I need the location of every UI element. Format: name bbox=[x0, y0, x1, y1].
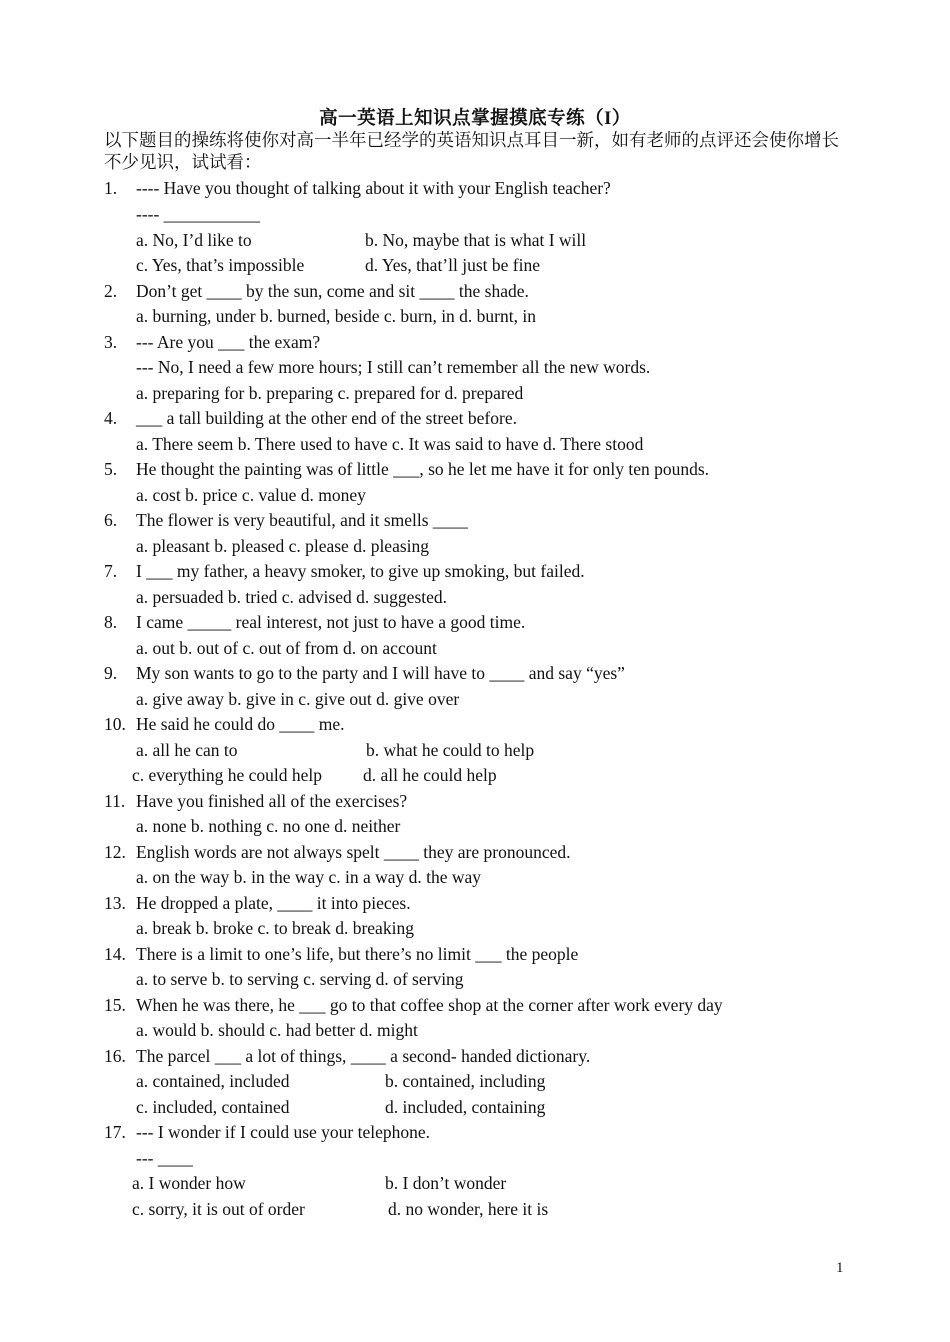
options-line: a. preparing for b. preparing c. prepared for d. prepared bbox=[136, 383, 524, 403]
options-line: a. break b. broke c. to break d. breaking bbox=[136, 918, 414, 938]
question-text: I came _____ real interest, not just to have a good time. bbox=[136, 612, 526, 632]
question-text: My son wants to go to the party and I will have to ____ and say “yes” bbox=[136, 663, 625, 683]
question-text: He said he could do ____ me. bbox=[136, 714, 345, 734]
question-number: 11. bbox=[104, 791, 126, 811]
option: a. all he can to bbox=[136, 740, 238, 760]
option: c. Yes, that’s impossible bbox=[136, 255, 305, 275]
question-number: 2. bbox=[104, 281, 118, 301]
option: d. included, containing bbox=[385, 1097, 546, 1117]
question-number: 10. bbox=[104, 714, 126, 734]
option: c. included, contained bbox=[136, 1097, 290, 1117]
question-text: --- No, I need a few more hours; I still can’t remember all the new words. bbox=[136, 357, 651, 377]
option: b. I don’t wonder bbox=[385, 1173, 507, 1193]
question-number: 4. bbox=[104, 408, 118, 428]
option: b. what he could to help bbox=[366, 740, 535, 760]
question-text: When he was there, he ___ go to that coffee shop at the corner after work every day bbox=[136, 995, 723, 1015]
question-number: 7. bbox=[104, 561, 118, 581]
options-line: a. burning, under b. burned, beside c. burn, in d. burnt, in bbox=[136, 306, 536, 326]
options-line: a. give away b. give in c. give out d. give over bbox=[136, 689, 460, 709]
options-line: a. none b. nothing c. no one d. neither bbox=[136, 816, 401, 836]
page-number: 1 bbox=[836, 1260, 844, 1276]
options-line: a. to serve b. to serving c. serving d. of serving bbox=[136, 969, 464, 989]
options-line: a. would b. should c. had better d. might bbox=[136, 1020, 418, 1040]
options-line: a. cost b. price c. value d. money bbox=[136, 485, 366, 505]
question-number: 5. bbox=[104, 459, 118, 479]
options-line: a. persuaded b. tried c. advised d. suggested. bbox=[136, 587, 448, 607]
question-text: ---- ___________ bbox=[136, 204, 260, 224]
option: c. sorry, it is out of order bbox=[132, 1199, 305, 1219]
question-number: 14. bbox=[104, 944, 126, 964]
option: c. everything he could help bbox=[132, 765, 323, 785]
option: a. contained, included bbox=[136, 1071, 290, 1091]
question-text: ___ a tall building at the other end of the street before. bbox=[136, 408, 517, 428]
question-number: 9. bbox=[104, 663, 118, 683]
option: a. I wonder how bbox=[132, 1173, 246, 1193]
option: d. Yes, that’ll just be fine bbox=[365, 255, 540, 275]
options-line: a. pleasant b. pleased c. please d. pleasing bbox=[136, 536, 430, 556]
question-number: 15. bbox=[104, 995, 126, 1015]
question-text: Have you finished all of the exercises? bbox=[136, 791, 408, 811]
question-text: English words are not always spelt ____ they are pronounced. bbox=[136, 842, 571, 862]
option: d. all he could help bbox=[363, 765, 497, 785]
question-text: --- Are you ___ the exam? bbox=[136, 332, 321, 352]
options-line: a. out b. out of c. out of from d. on account bbox=[136, 638, 437, 658]
question-number: 13. bbox=[104, 893, 126, 913]
question-text: ---- Have you thought of talking about it with your English teacher? bbox=[136, 178, 611, 198]
question-number: 8. bbox=[104, 612, 118, 632]
question-text: He thought the painting was of little ___, so he let me have it for only ten pounds. bbox=[136, 459, 710, 479]
question-number: 16. bbox=[104, 1046, 126, 1066]
question-number: 1. bbox=[104, 178, 118, 198]
options-line: a. There seem b. There used to have c. It was said to have d. There stood bbox=[136, 434, 644, 454]
question-number: 17. bbox=[104, 1122, 126, 1142]
question-text: He dropped a plate, ____ it into pieces. bbox=[136, 893, 411, 913]
question-number: 3. bbox=[104, 332, 118, 352]
option: d. no wonder, here it is bbox=[388, 1199, 549, 1219]
page-title: 高一英语上知识点掌握摸底专练（I） bbox=[319, 109, 631, 129]
question-text: --- I wonder if I could use your telephone. bbox=[136, 1122, 430, 1142]
question-text: Don’t get ____ by the sun, come and sit ____ the shade. bbox=[136, 281, 529, 301]
question-text: There is a limit to one’s life, but there’s no limit ___ the people bbox=[136, 944, 579, 964]
option: b. No, maybe that is what I will bbox=[365, 230, 587, 250]
intro-text: 以下题目的操练将使你对高一半年已经学的英语知识点耳目一新，如有老师的点评还会使你增长不少见识，试试看： bbox=[104, 130, 839, 172]
question-text: The flower is very beautiful, and it smells ____ bbox=[136, 510, 468, 530]
options-line: a. on the way b. in the way c. in a way d. the way bbox=[136, 867, 482, 887]
question-text: The parcel ___ a lot of things, ____ a second- handed dictionary. bbox=[136, 1046, 591, 1066]
question-number: 12. bbox=[104, 842, 126, 862]
question-text: --- ____ bbox=[136, 1148, 193, 1168]
option: b. contained, including bbox=[385, 1071, 546, 1091]
question-number: 6. bbox=[104, 510, 118, 530]
option: a. No, I’d like to bbox=[136, 230, 252, 250]
question-text: I ___ my father, a heavy smoker, to give up smoking, but failed. bbox=[136, 561, 585, 581]
